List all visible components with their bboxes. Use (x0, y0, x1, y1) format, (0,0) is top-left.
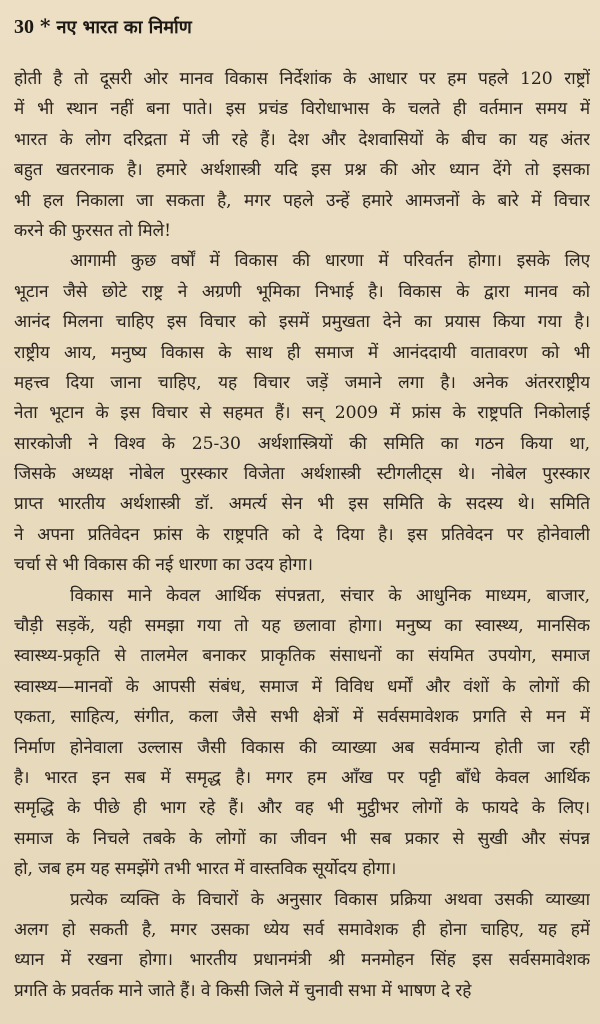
text-line: हो, जब हम यह समझेंगे तभी भारत में वास्तविक सूर्योदय होगा। (14, 859, 397, 880)
paragraph (14, 64, 590, 246)
text-line: प्रगति के प्रवर्तक माने जाते हैं। वे किसी जिले में चुनावी सभा में भाषण दे रहे (14, 980, 472, 1001)
text-line: ध्यान में रखना होगा। भारतीय प्रधानमंत्री श्री मनमोहन सिंह इस सर्वसमावेशक (14, 950, 590, 971)
text-line: बहुत खतरनाक है। हमारे अर्थशास्त्री यदि इस प्रश्न की ओर ध्यान देंगे तो इसका (14, 160, 590, 181)
text-line: समाज के निचले तबके के लोगों का जीवन भी सब प्रकार से सुखी और संपन्न (14, 828, 590, 849)
text-line: चर्चा से भी विकास की नई धारणा का उदय होगा। (14, 555, 313, 576)
text-line: प्राप्त भारतीय अर्थशास्त्री डॉ. अमर्त्य सेन भी इस समिति के सदस्य थे। समिति (14, 494, 590, 515)
paragraph (14, 581, 590, 885)
text-line: भी हल निकाला जा सकता है, मगर पहले उन्हें हमारे आमजनों के बारे में विचार (14, 190, 590, 211)
text-line: नेता भूटान के इस विचार से सहमत हैं। सन् 2009 में फ्रांस के राष्ट्रपति निकोलाई (14, 403, 590, 424)
text-line: करने की फुरसत तो मिले! (14, 220, 171, 241)
text-line: स्वास्थ्य-प्रकृति से तालमेल बनाकर प्राकृतिक संसाधनों का संयमित उपयोग, समाज (14, 646, 590, 667)
paragraph (14, 885, 590, 1007)
page-number: 30 (14, 16, 34, 38)
header-separator: * (40, 14, 51, 38)
text-line: महत्त्व दिया जाना चाहिए, यह विचार जड़ें जमाने लगा है। अनेक अंतरराष्ट्रीय (14, 372, 590, 393)
text-line: आगामी कुछ वर्षों में विकास की धारणा में परिवर्तन होगा। इसके लिए (70, 251, 590, 272)
text-line: भूटान जैसे छोटे राष्ट्र ने अग्रणी भूमिका निभाई है। विकास के द्वारा मानव को (14, 281, 590, 302)
body-text (14, 64, 590, 1006)
text-line: विकास माने केवल आर्थिक संपन्नता, संचार के आधुनिक माध्यम, बाजार, (70, 585, 590, 606)
text-line: प्रत्येक व्यक्ति के विचारों के अनुसार विकास प्रक्रिया अथवा उसकी व्याख्या (70, 889, 590, 910)
text-line: निर्माण होनेवाला उल्लास जैसी विकास की व्याख्या अब सर्वमान्य होती जा रही (14, 737, 590, 758)
text-line: सारकोजी ने विश्व के 25-30 अर्थशास्त्रियों की समिति का गठन किया था, (14, 433, 590, 454)
text-line: ने अपना प्रतिवेदन फ्रांस के राष्ट्रपति को दे दिया है। इस प्रतिवेदन पर होनेवाली (14, 524, 590, 545)
running-title: नए भारत का निर्माण (56, 17, 192, 38)
paragraph (14, 246, 590, 580)
text-line: है। भारत इन सब में समृद्ध है। मगर हम आँख पर पट्टी बाँधे केवल आर्थिक (14, 767, 590, 788)
text-line: अलग हो सकती है, मगर उसका ध्येय सर्व समावेशक ही होना चाहिए, यह हमें (14, 919, 590, 940)
text-line: समृद्धि के पीछे ही भाग रहे हैं। और वह भी मुट्ठीभर लोगों के फायदे के लिए। (14, 798, 590, 819)
text-line: में भी स्थान नहीं बना पाते। इस प्रचंड विरोधाभास के चलते ही वर्तमान समय में (14, 99, 590, 120)
text-line: जिसके अध्यक्ष नोबेल पुरस्कार विजेता अर्थशास्त्री स्टीगलीट्स थे। नोबेल पुरस्कार (14, 464, 590, 485)
text-line: एकता, साहित्य, संगीत, कला जैसे सभी क्षेत्रों में सर्वसमावेशक प्रगति से मन में (14, 707, 590, 728)
text-line: स्वास्थ्य—मानवों के आपसी संबंध, समाज में विविध धर्मों और वंशों के लोगों की (14, 676, 590, 697)
text-line: चौड़ी सड़कें, यही समझा गया तो यह छलावा होगा। मनुष्य का स्वास्थ्य, मानसिक (14, 616, 590, 637)
text-line: आनंद मिलना चाहिए इस विचार को इसमें प्रमुखता देने का प्रयास किया गया है। (14, 312, 590, 333)
text-line: होती है तो दूसरी ओर मानव विकास निर्देशांक के आधार पर हम पहले 120 राष्ट्रों (14, 69, 590, 89)
text-line: राष्ट्रीय आय, मनुष्य विकास के साथ ही समाज में आनंददायी वातावरण को भी (14, 342, 590, 363)
page-header (14, 14, 590, 44)
text-line: भारत के लोग दरिद्रता में जी रहे हैं। देश और देशवासियों के बीच का यह अंतर (14, 129, 590, 150)
